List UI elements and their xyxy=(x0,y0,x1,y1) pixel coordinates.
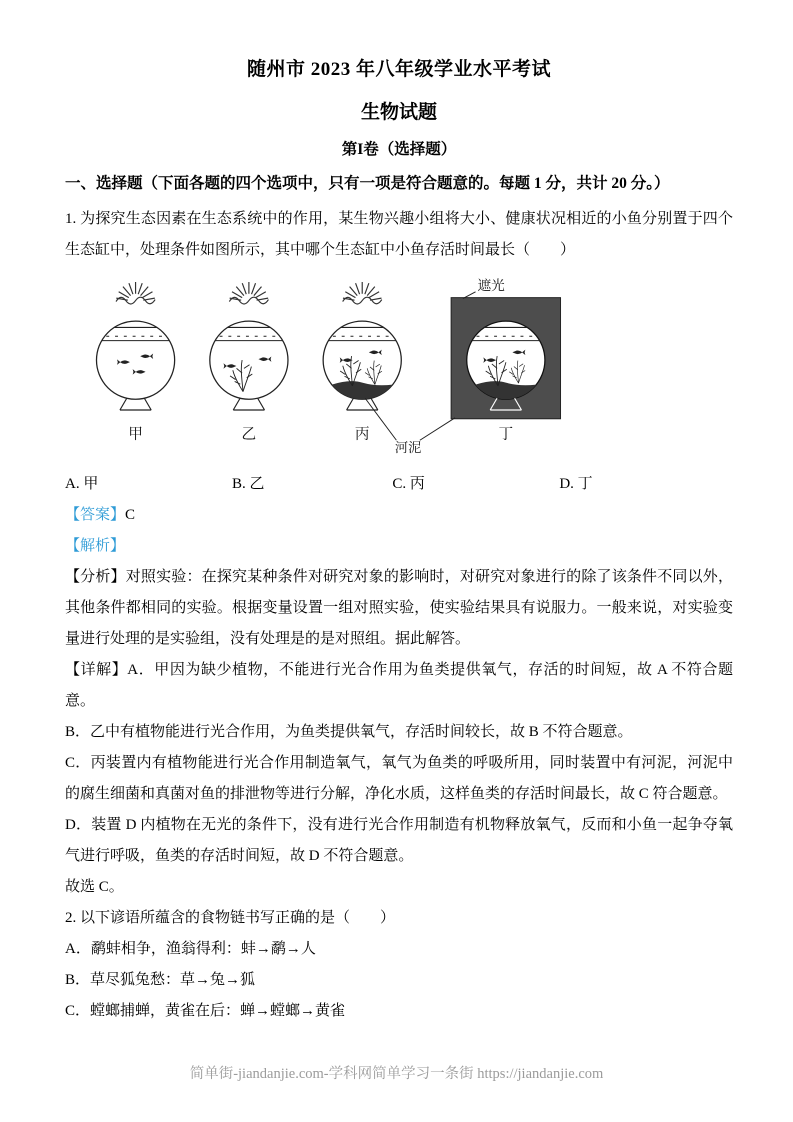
mud-leader-lines xyxy=(365,398,455,440)
q1-options xyxy=(65,469,733,500)
sun-icon xyxy=(343,282,382,304)
q1-stem: 1. 为探究生态因素在生态系统中的作用，某生物兴趣小组将大小、健康状况相近的小鱼分别置于四个生态缸中，处理条件如图所示，其中哪个生态缸中小鱼存活时间最长（ ） xyxy=(65,211,733,258)
q2-option-c: C．螳螂捕蝉，黄雀在后：蝉→螳螂→黄雀 xyxy=(65,1003,346,1019)
tank-label-bing: 丙 xyxy=(354,426,370,443)
answer-value: C xyxy=(125,507,136,523)
sun-icon xyxy=(229,282,268,304)
q1-figure-svg xyxy=(75,274,583,460)
tank-ding xyxy=(451,298,560,419)
tank-jia xyxy=(96,321,174,410)
mud xyxy=(332,381,393,399)
exam-title: 随州市 2023 年八年级学业水平考试 xyxy=(246,59,551,80)
q2-option-b: B．草尽狐兔愁：草→兔→狐 xyxy=(65,972,256,988)
tank-stand xyxy=(120,398,151,410)
footer-text: 简单街-jiandanjie.com-学科网简单学习一条街 https://jiandanjie.com xyxy=(189,1066,604,1082)
fish-icon xyxy=(140,354,153,359)
q1-detail-a: 【详解】A．甲因为缺少植物，不能进行光合作用为鱼类提供氧气，存活的时间短，故 A 不符合题意。 xyxy=(65,662,733,709)
sun-icon xyxy=(116,282,155,304)
plant-icon xyxy=(365,361,382,385)
fish-icon xyxy=(223,363,236,368)
fish-icon xyxy=(369,350,382,355)
q1-detail-c: C．丙装置内有植物能进行光合作用制造氧气，氧气为鱼类的呼吸所用，同时装置中有河泥，河泥中的腐生细菌和真菌对鱼的排泄物等进行分解，净化水质，这样鱼类的存活时间最长，故 C 符合题意。 xyxy=(65,755,733,802)
q1-option-c: C. 丙 xyxy=(392,476,425,492)
question-1 xyxy=(65,204,733,903)
exam-header xyxy=(65,54,733,197)
q1-answer-line xyxy=(65,500,733,531)
tank-stand xyxy=(233,398,264,410)
q1-option-a: A. 甲 xyxy=(65,476,99,492)
tank-yi xyxy=(210,321,288,410)
site-footer xyxy=(0,1062,793,1083)
q1-figure xyxy=(75,274,733,465)
fish-icon xyxy=(117,359,130,364)
section-heading: 一、选择题（下面各题的四个选项中，只有一项是符合题意的。每题 1 分，共计 20 分。） xyxy=(65,175,670,192)
exam-subtitle: 生物试题 xyxy=(360,102,437,123)
q1-analysis-tag-line xyxy=(65,531,733,562)
fish-icon xyxy=(133,369,146,374)
analysis-tag: 【解析】 xyxy=(65,538,126,554)
q1-detail-b: B．乙中有植物能进行光合作用，为鱼类提供氧气，存活时间较长，故 B 不符合题意。 xyxy=(65,724,633,740)
mud-label: 河泥 xyxy=(394,439,422,455)
q1-option-d: D. 丁 xyxy=(559,476,593,492)
q1-analysis: 【分析】对照实验：在探究某种条件对研究对象的影响时，对研究对象进行的除了该条件不同以外，其他条件都相同的实验。根据变量设置一组对照实验，使实验结果具有说服力。一般来说，对实验变量进行处理的是实验组，没有处理是的是对照组。据此解答。 xyxy=(65,569,733,647)
tank-bing xyxy=(323,321,401,410)
question-2 xyxy=(65,903,733,1027)
q1-conclusion: 故选 C。 xyxy=(65,879,124,895)
q2-option-a: A．鹬蚌相争，渔翁得利：蚌→鹬→人 xyxy=(65,941,316,957)
q2-stem: 2. 以下谚语所蕴含的食物链书写正确的是（ ） xyxy=(65,910,396,926)
answer-tag: 【答案】 xyxy=(65,507,126,523)
q1-detail-d: D．装置 D 内植物在无光的条件下，没有进行光合作用制造有机物释放氧气，反而和小鱼一起争夺氧气进行呼吸，鱼类的存活时间短，故 D 不符合题意。 xyxy=(65,817,733,864)
q1-option-b: B. 乙 xyxy=(232,476,265,492)
fish-icon xyxy=(258,356,271,361)
shade-label: 遮光 xyxy=(477,277,505,293)
tank-label-yi: 乙 xyxy=(241,426,257,443)
volume-heading: 第I卷（选择题） xyxy=(341,141,457,158)
tank-label-ding: 丁 xyxy=(498,426,514,443)
tank-label-jia: 甲 xyxy=(128,426,143,443)
